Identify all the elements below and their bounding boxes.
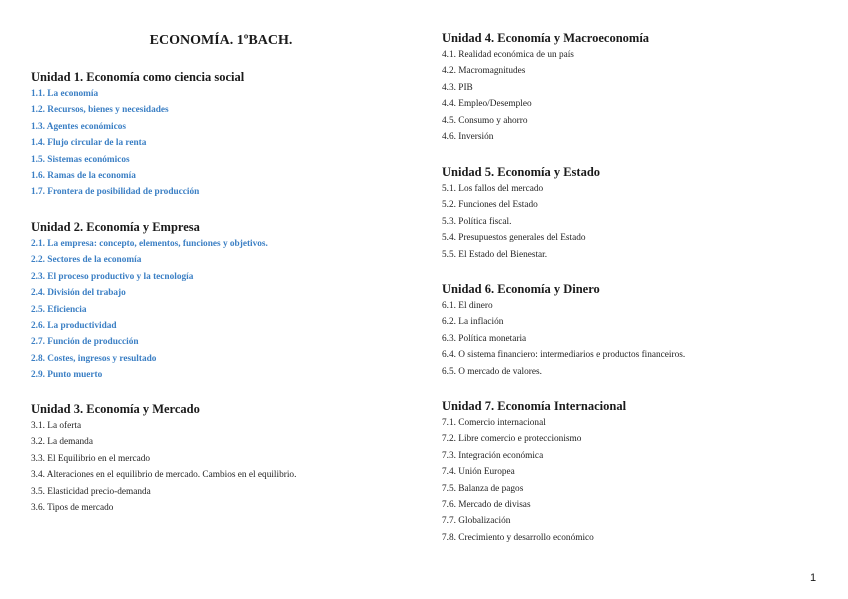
topic-link-1-4[interactable]: 1.4. Flujo circular de la renta	[31, 138, 147, 149]
unit-5-section	[442, 164, 832, 263]
topic-link-2-7[interactable]: 2.7. Función de producción	[31, 337, 139, 348]
topic-link-1-2[interactable]: 1.2. Recursos, bienes y necesidades	[31, 105, 169, 116]
document-title: ECONOMÍA. 1ºBACH.	[149, 33, 293, 48]
topic-6-2: 6.2. La inflación	[442, 317, 504, 328]
unit-4-heading: Unidad 4. Economía y Macroeconomía	[442, 31, 650, 45]
topic-link-1-6[interactable]: 1.6. Ramas de la economía	[31, 170, 136, 181]
unit-1-section	[31, 69, 411, 201]
topic-4-1: 4.1. Realidad económica de un país	[442, 50, 574, 60]
topic-link-1-5[interactable]: 1.5. Sistemas económicos	[31, 154, 130, 165]
topic-link-1-3[interactable]: 1.3. Agentes económicos	[31, 121, 127, 132]
unit-4-section	[442, 30, 832, 145]
unit-3-topic-list	[31, 418, 411, 516]
unit-7-topic-list	[442, 415, 832, 546]
topic-5-2: 5.2. Funciones del Estado	[442, 200, 538, 211]
topic-7-1: 7.1. Comercio internacional	[442, 418, 546, 428]
topic-link-2-1[interactable]: 2.1. La empresa: concepto, elementos, funciones y objetivos.	[31, 239, 268, 249]
topic-link-2-3[interactable]: 2.3. El proceso productivo y la tecnología	[31, 271, 194, 282]
topic-link-2-2[interactable]: 2.2. Sectores de la economía	[31, 255, 142, 266]
unit-7-heading: Unidad 7. Economía Internacional	[442, 399, 627, 413]
topic-link-1-1[interactable]: 1.1. La economía	[31, 89, 99, 99]
unit-3-section	[31, 401, 411, 516]
topic-3-2: 3.2. La demanda	[31, 437, 93, 448]
topic-4-3: 4.3. PIB	[442, 82, 473, 93]
topic-3-3: 3.3. El Equilibrio en el mercado	[31, 453, 151, 464]
topic-7-8: 7.8. Crecimiento y desarrollo económico	[442, 532, 594, 543]
unit-5-topic-list	[442, 181, 832, 263]
unit-6-heading: Unidad 6. Economía y Dinero	[442, 282, 600, 296]
unit-6-section	[442, 281, 832, 380]
topic-link-2-8[interactable]: 2.8. Costes, ingresos y resultado	[31, 353, 157, 364]
topic-3-6: 3.6. Tipos de mercado	[31, 502, 114, 513]
unit-2-heading: Unidad 2. Economía y Empresa	[31, 220, 200, 234]
topic-3-5: 3.5. Elasticidad precio-demanda	[31, 486, 151, 497]
unit-7-section	[442, 398, 832, 546]
topic-link-1-7[interactable]: 1.7. Frontera de posibilidad de producción	[31, 187, 200, 198]
unit-6-topic-list	[442, 298, 832, 380]
topic-5-4: 5.4. Presupuestos generales del Estado	[442, 233, 586, 244]
topic-7-6: 7.6. Mercado de divisas	[442, 499, 531, 510]
topic-6-5: 6.5. O mercado de valores.	[442, 366, 542, 377]
unit-5-heading: Unidad 5. Economía y Estado	[442, 165, 601, 179]
topic-6-1: 6.1. El dinero	[442, 301, 493, 311]
unit-2-section	[31, 219, 411, 384]
topic-3-4: 3.4. Alteraciones en el equilibrio de mercado. Cambios en el equilibrio.	[31, 470, 297, 481]
page-number: 1	[810, 572, 817, 584]
topic-7-2: 7.2. Libre comercio e proteccionismo	[442, 434, 582, 445]
topic-7-4: 7.4. Unión Europea	[442, 467, 515, 478]
topic-link-2-6[interactable]: 2.6. La productividad	[31, 320, 117, 331]
topic-4-6: 4.6. Inversión	[442, 131, 494, 142]
topic-6-3: 6.3. Política monetaria	[442, 333, 527, 344]
topic-7-3: 7.3. Integración económica	[442, 450, 544, 461]
topic-4-4: 4.4. Empleo/Desempleo	[442, 99, 532, 110]
topic-7-5: 7.5. Balanza de pagos	[442, 483, 524, 494]
unit-4-topic-list	[442, 47, 832, 145]
topic-7-7: 7.7. Globalización	[442, 516, 511, 527]
topic-5-1: 5.1. Los fallos del mercado	[442, 184, 544, 194]
unit-2-topic-list	[31, 236, 411, 384]
unit-1-heading: Unidad 1. Economía como ciencia social	[31, 70, 245, 84]
topic-6-4: 6.4. O sistema financiero: intermediarios e productos financeiros.	[442, 350, 686, 361]
topic-link-2-9[interactable]: 2.9. Punto muerto	[31, 370, 103, 381]
topic-4-2: 4.2. Macromagnitudes	[442, 66, 526, 77]
topic-5-5: 5.5. El Estado del Bienestar.	[442, 249, 548, 260]
topic-link-2-5[interactable]: 2.5. Eficiencia	[31, 304, 87, 315]
unit-1-topic-list	[31, 86, 411, 201]
unit-3-heading: Unidad 3. Economía y Mercado	[31, 402, 200, 416]
topic-link-2-4[interactable]: 2.4. División del trabajo	[31, 288, 126, 299]
topic-4-5: 4.5. Consumo y ahorro	[442, 115, 528, 126]
topic-3-1: 3.1. La oferta	[31, 421, 82, 431]
topic-5-3: 5.3. Política fiscal.	[442, 216, 512, 227]
